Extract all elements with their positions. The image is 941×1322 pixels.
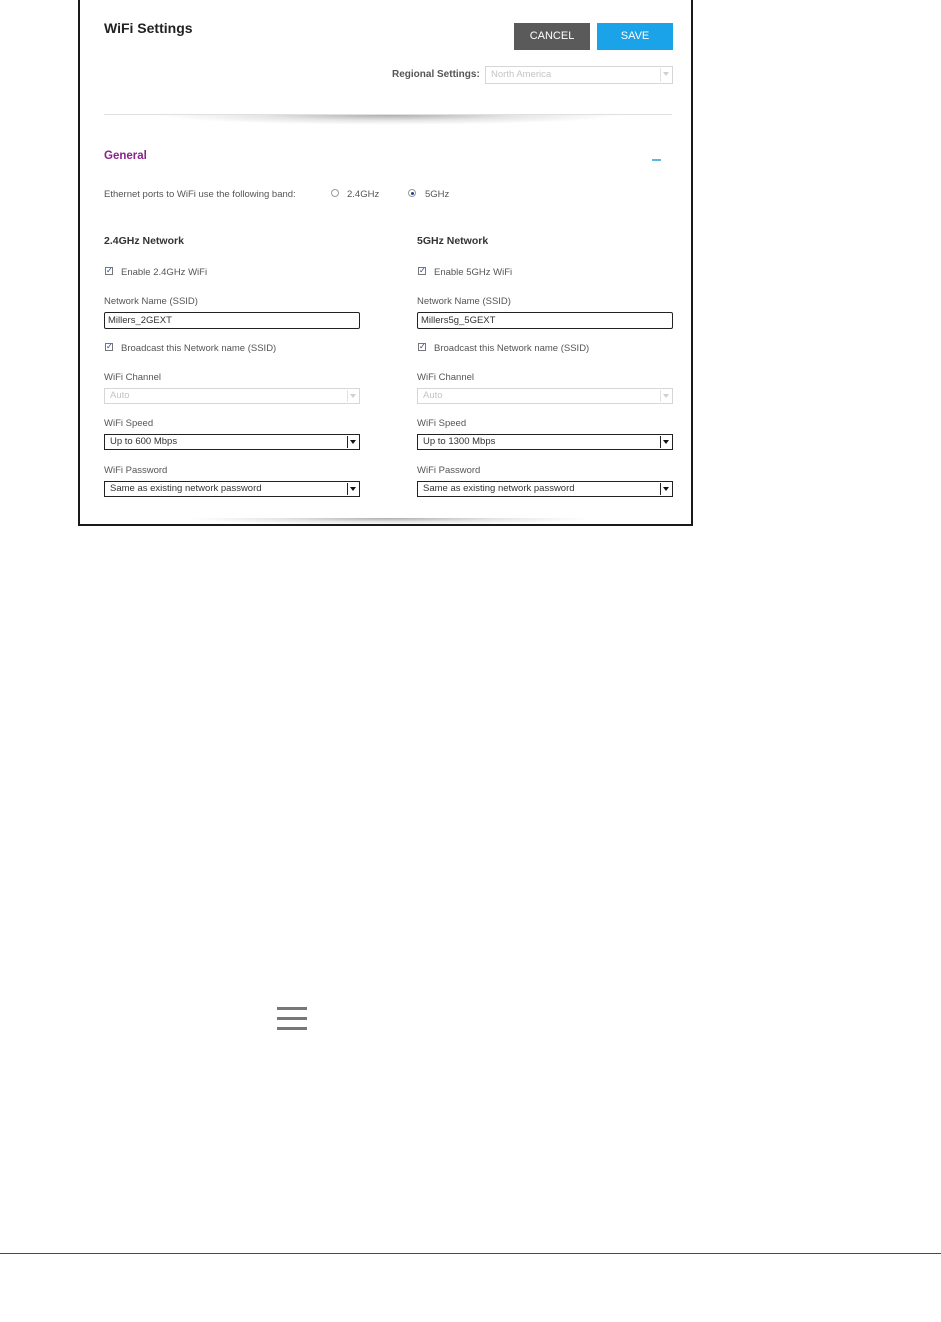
ssid-24ghz-label: Network Name (SSID) — [104, 296, 198, 307]
speed-5ghz-select[interactable] — [417, 434, 673, 450]
divider-shadow — [154, 115, 624, 125]
radio-24ghz-label: 2.4GHz — [347, 189, 380, 200]
regional-settings-value: North America — [491, 69, 552, 80]
save-button[interactable]: SAVE — [597, 23, 673, 50]
chevron-down-icon — [660, 436, 671, 448]
enable-5ghz-label: Enable 5GHz WiFi — [434, 267, 513, 278]
chevron-down-icon — [660, 68, 671, 82]
section-title-general: General — [104, 150, 147, 162]
channel-24ghz-label: WiFi Channel — [104, 372, 162, 383]
heading-24ghz-network: 2.4GHz Network — [104, 235, 184, 247]
radio-5ghz-label: 5GHz — [425, 189, 450, 200]
menu-icon[interactable] — [277, 1007, 307, 1031]
password-24ghz-label: WiFi Password — [104, 465, 168, 476]
channel-5ghz-select[interactable] — [417, 388, 673, 404]
broadcast-24ghz-label: Broadcast this Network name (SSID) — [121, 343, 277, 354]
band-label: Ethernet ports to WiFi use the following band: — [104, 189, 296, 200]
password-5ghz-value: Same as existing network password — [423, 483, 575, 494]
chevron-down-icon — [347, 436, 358, 448]
chevron-down-icon — [347, 483, 358, 495]
regional-settings-select[interactable] — [485, 66, 673, 84]
cancel-button[interactable]: CANCEL — [514, 23, 590, 50]
radio-5ghz[interactable] — [408, 189, 416, 197]
channel-5ghz-value: Auto — [423, 390, 443, 401]
chevron-down-icon — [347, 390, 358, 402]
footer-rule — [0, 1253, 941, 1254]
collapse-icon[interactable] — [652, 159, 661, 161]
wifi-settings-panel — [78, 0, 693, 526]
channel-5ghz-label: WiFi Channel — [417, 372, 475, 383]
speed-24ghz-value: Up to 600 Mbps — [110, 436, 178, 447]
speed-24ghz-label: WiFi Speed — [104, 418, 154, 429]
ssid-5ghz-label: Network Name (SSID) — [417, 296, 511, 307]
radio-24ghz[interactable] — [331, 189, 339, 197]
ssid-24ghz-input[interactable]: Millers_2GEXT — [104, 312, 360, 329]
enable-24ghz-label: Enable 2.4GHz WiFi — [121, 267, 208, 278]
speed-5ghz-label: WiFi Speed — [417, 418, 467, 429]
channel-24ghz-select[interactable] — [104, 388, 360, 404]
broadcast-5ghz-label: Broadcast this Network name (SSID) — [434, 343, 590, 354]
regional-settings-label: Regional Settings: — [392, 69, 480, 80]
broadcast-24ghz-checkbox[interactable]: ✓ — [106, 342, 113, 351]
password-24ghz-select[interactable] — [104, 481, 360, 497]
password-5ghz-select[interactable] — [417, 481, 673, 497]
speed-5ghz-value: Up to 1300 Mbps — [423, 436, 496, 447]
bottom-shadow — [184, 518, 594, 525]
heading-5ghz-network: 5GHz Network — [417, 235, 489, 247]
chevron-down-icon — [660, 483, 671, 495]
page-title: WiFi Settings — [104, 20, 193, 36]
enable-5ghz-checkbox[interactable]: ✓ — [419, 266, 426, 275]
speed-24ghz-select[interactable] — [104, 434, 360, 450]
chevron-down-icon — [660, 390, 671, 402]
channel-24ghz-value: Auto — [110, 390, 130, 401]
enable-24ghz-checkbox[interactable]: ✓ — [106, 266, 113, 275]
broadcast-5ghz-checkbox[interactable]: ✓ — [419, 342, 426, 351]
password-24ghz-value: Same as existing network password — [110, 483, 262, 494]
ssid-5ghz-input[interactable]: Millers5g_5GEXT — [417, 312, 673, 329]
password-5ghz-label: WiFi Password — [417, 465, 481, 476]
